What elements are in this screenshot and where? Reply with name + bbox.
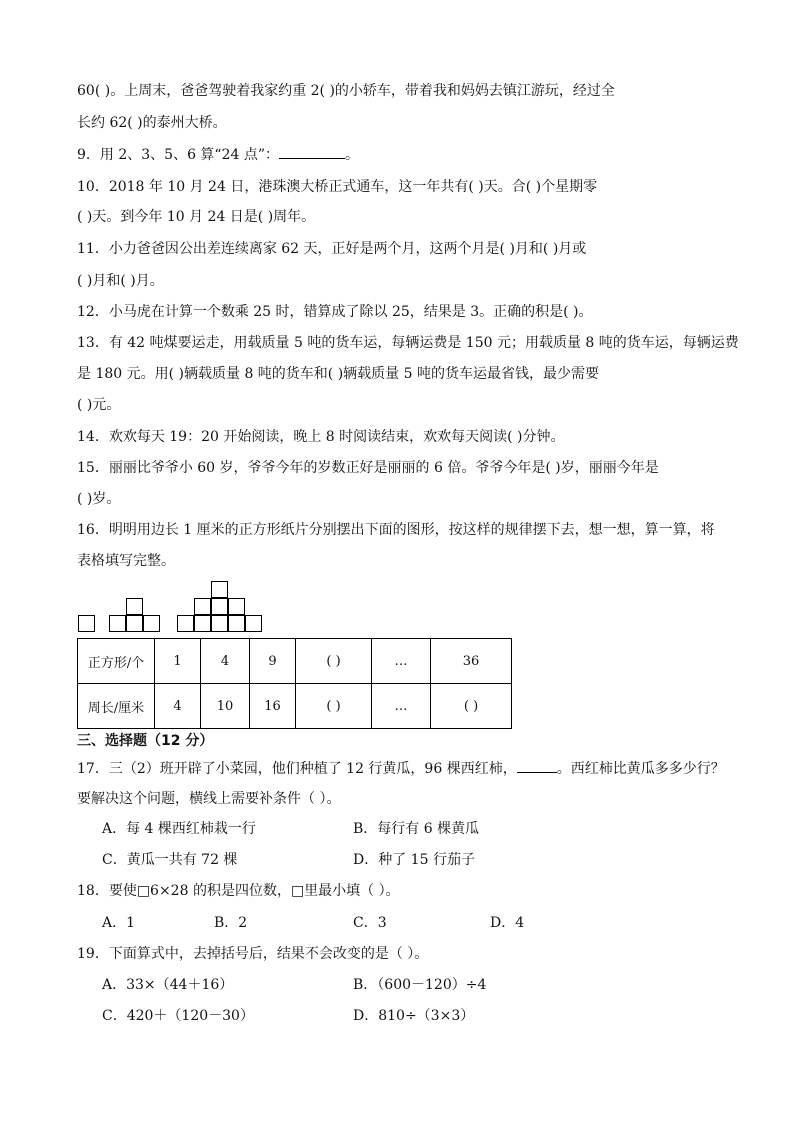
- square: [126, 598, 143, 615]
- question-10-b: ( )天。到今年 10 月 24 日是( )周年。: [77, 209, 316, 225]
- table-cell: …: [372, 684, 431, 729]
- option-b[interactable]: B．每行有 6 棵黄瓜: [353, 821, 480, 837]
- square: [177, 615, 194, 632]
- section-heading: 三、选择题（12 分）: [77, 733, 214, 749]
- question-9: [77, 146, 359, 164]
- table-cell: 4: [155, 684, 201, 729]
- square: [194, 615, 211, 632]
- table-cell: …: [372, 639, 431, 684]
- option-b[interactable]: B．（600－120）÷4: [353, 977, 487, 993]
- row-header: 正方形/个: [78, 639, 155, 684]
- option-a[interactable]: A．每 4 棵西红柿栽一行: [102, 821, 256, 837]
- table-cell: 4: [201, 639, 250, 684]
- option-a[interactable]: A．33×（44＋16）: [102, 977, 234, 993]
- answer-cell[interactable]: ( ): [431, 684, 512, 729]
- question-17-a: [77, 760, 725, 778]
- table-row: [78, 684, 512, 729]
- option-c[interactable]: C．420＋（120－30）: [102, 1008, 254, 1024]
- square: [126, 615, 143, 632]
- table-cell: 9: [250, 639, 296, 684]
- table-cell: 36: [431, 639, 512, 684]
- question-15-a: 15．丽丽比爷爷小 60 岁，爷爷今年的岁数正好是丽丽的 6 倍。爷爷今年是( )岁，丽丽今年是: [77, 460, 659, 476]
- table-cell: 10: [201, 684, 250, 729]
- question-17-stem-end: 。西红柿比黄瓜多多少行？: [556, 761, 725, 777]
- table-cell: 1: [155, 639, 201, 684]
- square: [211, 615, 228, 632]
- question-11-a: 11．小力爸爸因公出差连续离家 62 天，正好是两个月，这两个月是( )月和( )月或: [77, 241, 587, 257]
- square: [109, 615, 126, 632]
- question-16-a: 16．明明用边长 1 厘米的正方形纸片分别摆出下面的图形，按这样的规律摆下去，想一想，算一算，将: [77, 522, 715, 538]
- option-b[interactable]: B．2: [214, 915, 248, 931]
- table-cell: 16: [250, 684, 296, 729]
- question-15-b: ( )岁。: [77, 491, 121, 507]
- square: [228, 598, 245, 615]
- question-13-b: 是 180 元。用( )辆载质量 8 吨的货车和( )辆载质量 5 吨的货车运最省钱，最少需要: [77, 366, 599, 382]
- answer-blank[interactable]: [279, 146, 345, 159]
- question-text-l2: 长约 62( )的泰州大桥。: [77, 115, 227, 131]
- answer-cell[interactable]: ( ): [296, 684, 372, 729]
- question-17-stem: 17．三（2）班开辟了小菜园，他们种植了 12 行黄瓜，96 棵西红柿，: [77, 761, 517, 777]
- question-14: 14．欢欢每天 19：20 开始阅读，晚上 8 时阅读结束，欢欢每天阅读( )分钟。: [77, 429, 565, 445]
- option-c[interactable]: C．3: [353, 915, 387, 931]
- question-13-a: 13．有 42 吨煤要运走，用载质量 5 吨的货车运，每辆运费是 150 元；用载质量 8 吨的货车运，每辆运费: [77, 335, 739, 351]
- question-18: 18．要使□6×28 的积是四位数，□里最小填（ ）。: [77, 883, 400, 899]
- question-19: 19．下面算式中，去掉括号后，结果不会改变的是（ ）。: [77, 946, 429, 962]
- option-d[interactable]: D．4: [490, 915, 525, 931]
- option-c[interactable]: C．黄瓜一共有 72 棵: [102, 852, 238, 868]
- question-13-c: ( )元。: [77, 397, 121, 413]
- table-row: [78, 639, 512, 684]
- answer-blank[interactable]: [517, 760, 557, 773]
- pattern-table: [77, 638, 512, 729]
- square: [211, 581, 228, 598]
- square: [228, 615, 245, 632]
- question-9-end: 。: [345, 147, 360, 163]
- option-d[interactable]: D．810÷（3×3）: [353, 1008, 475, 1024]
- question-11-b: ( )月和( )月。: [77, 273, 164, 289]
- answer-cell[interactable]: ( ): [296, 639, 372, 684]
- row-header: 周长/厘米: [78, 684, 155, 729]
- option-a[interactable]: A．1: [102, 915, 136, 931]
- question-17-b: 要解决这个问题，横线上需要补条件（ ）。: [77, 791, 341, 807]
- question-9-text: 9．用 2、3、5、6 算“24 点”：: [77, 147, 280, 163]
- square: [245, 615, 262, 632]
- square: [194, 598, 211, 615]
- question-16-b: 表格填写完整。: [77, 553, 175, 569]
- option-d[interactable]: D．种了 15 行茄子: [353, 852, 475, 868]
- question-text-l1: 60( )。上周末，爸爸驾驶着我家约重 2( )的小轿车，带着我和妈妈去镇江游玩，经过全: [77, 83, 615, 99]
- square: [78, 615, 95, 632]
- question-12: 12．小马虎在计算一个数乘 25 时，错算成了除以 25，结果是 3。正确的积是( )。: [77, 304, 593, 320]
- square: [143, 615, 160, 632]
- square: [211, 598, 228, 615]
- question-10-a: 10．2018 年 10 月 24 日，港珠澳大桥正式通车，这一年共有( )天。合( )个星期零: [77, 179, 598, 195]
